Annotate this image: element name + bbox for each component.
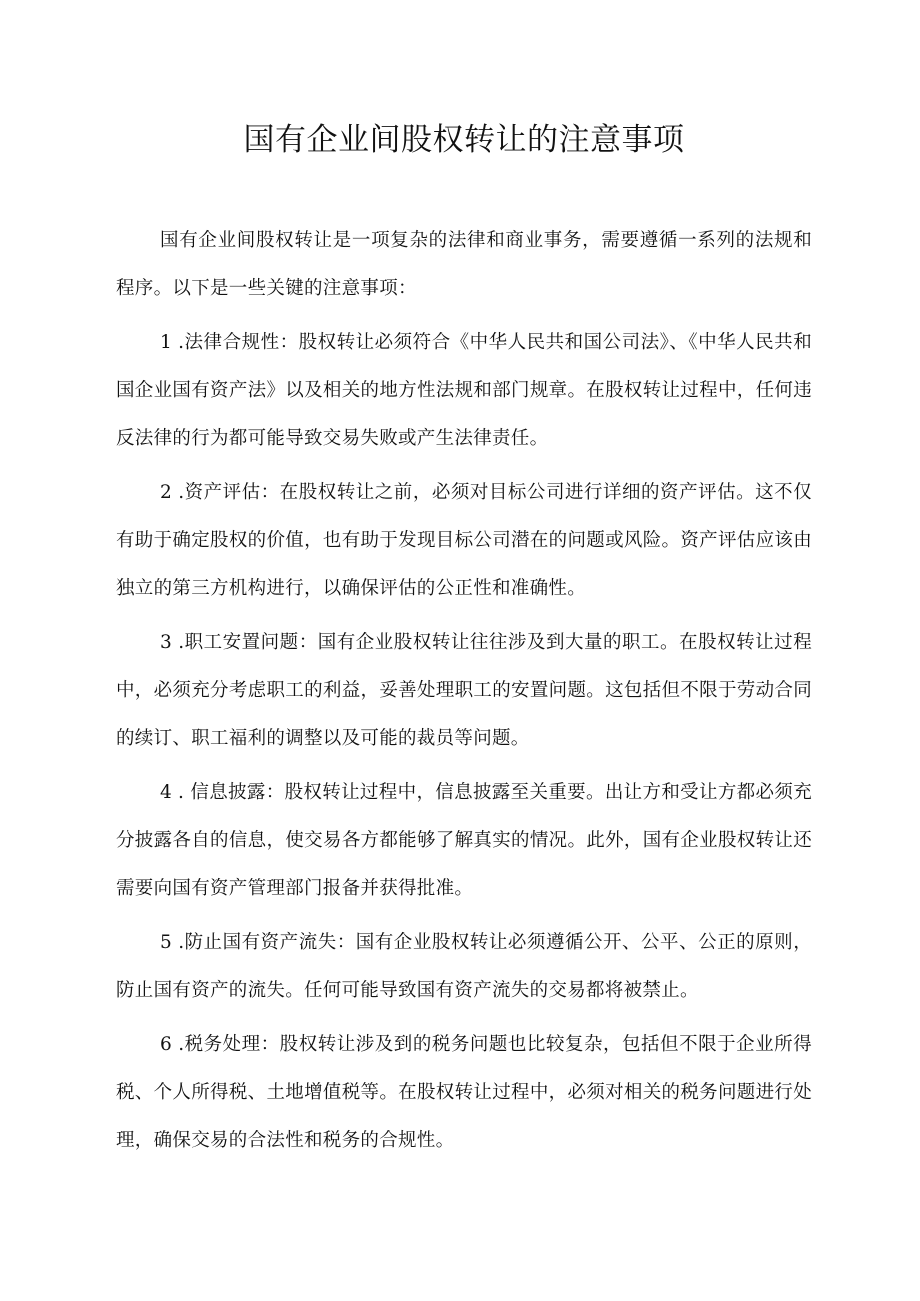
item-number: 3 bbox=[160, 632, 172, 653]
item-number: 1 bbox=[160, 332, 172, 353]
document-title: 国有企业间股权转让的注意事项 bbox=[243, 122, 685, 158]
item-paragraph-3 bbox=[116, 619, 812, 763]
item-text: .税务处理：股权转让涉及到的税务问题也比较复杂，包括但不限于企业所得税、个人所得税、土地增值税等。在股权转让过程中，必须对相关的税务问题进行处理，确保交易的合法性和税务的合规性。 bbox=[116, 1034, 812, 1151]
item-number: 6 bbox=[160, 1034, 172, 1055]
item-paragraph-2 bbox=[116, 469, 812, 613]
item-paragraph-1 bbox=[116, 319, 812, 463]
item-text: .法律合规性：股权转让必须符合《中华人民共和国公司法》、《中华人民共和国企业国有资产法》以及相关的地方性法规和部门规章。在股权转让过程中，任何违反法律的行为都可能导致交易失败或产生法律责任。 bbox=[116, 332, 812, 449]
item-text: . 信息披露：股权转让过程中，信息披露至关重要。出让方和受让方都必须充分披露各自的信息，使交易各方都能够了解真实的情况。此外，国有企业股权转让还需要向国有资产管理部门报备并获得批准。 bbox=[116, 782, 812, 899]
item-number: 4 bbox=[160, 782, 172, 803]
item-text: .职工安置问题：国有企业股权转让往往涉及到大量的职工。在股权转让过程中，必须充分考虑职工的利益，妥善处理职工的安置问题。这包括但不限于劳动合同的续订、职工福利的调整以及可能的裁员等问题。 bbox=[116, 632, 812, 749]
item-text: .资产评估：在股权转让之前，必须对目标公司进行详细的资产评估。这不仅有助于确定股权的价值，也有助于发现目标公司潜在的问题或风险。资产评估应该由独立的第三方机构进行，以确保评估的公正性和准确性。 bbox=[116, 482, 812, 599]
intro-paragraph: 国有企业间股权转让是一项复杂的法律和商业事务，需要遵循一系列的法规和程序。以下是一些关键的注意事项： bbox=[116, 230, 812, 299]
item-text: .防止国有资产流失：国有企业股权转让必须遵循公开、公平、公正的原则，防止国有资产的流失。任何可能导致国有资产流失的交易都将被禁止。 bbox=[116, 932, 812, 1001]
item-paragraph-6 bbox=[116, 1021, 812, 1165]
item-paragraph-5 bbox=[116, 919, 812, 1015]
item-number: 5 bbox=[160, 932, 172, 953]
document-body bbox=[116, 217, 812, 1165]
item-paragraph-4 bbox=[116, 769, 812, 913]
item-number: 2 bbox=[160, 482, 172, 503]
